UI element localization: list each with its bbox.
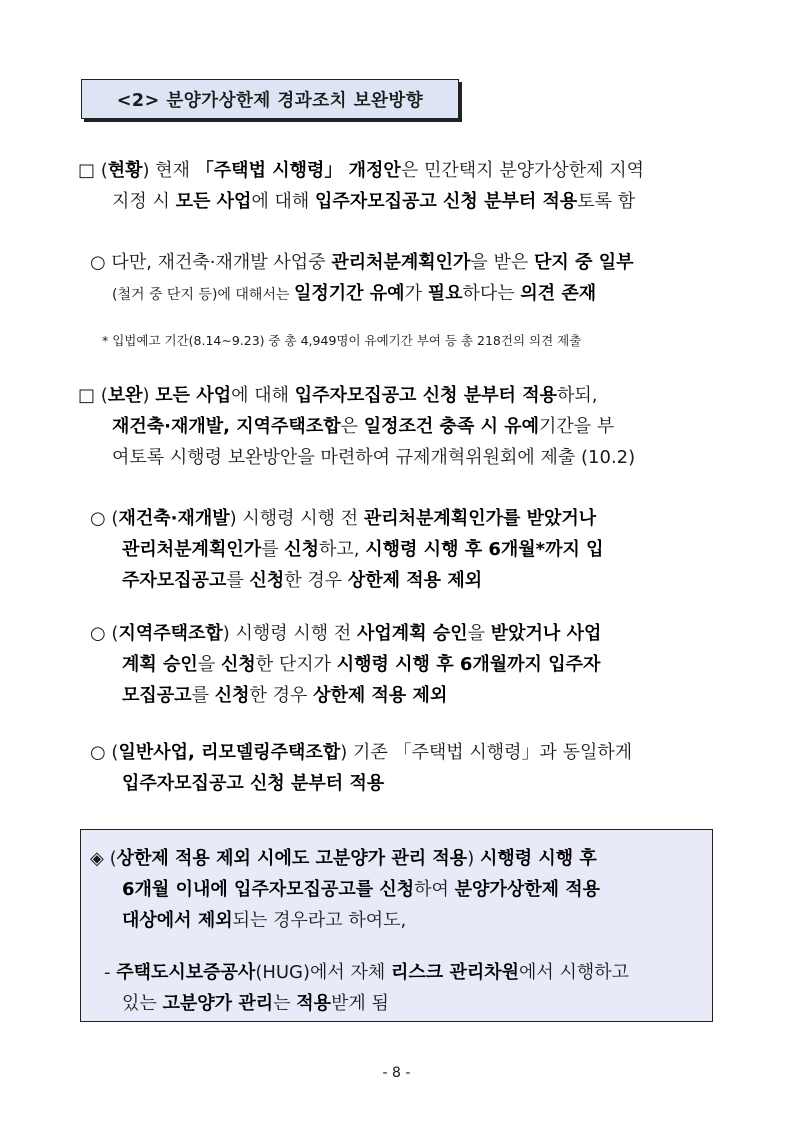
box-line-3: 대상에서 제외되는 경우라고 하여도, — [122, 910, 407, 931]
section-title: <2> 분양가상한제 경과조치 보완방향 — [81, 79, 459, 119]
reconstruction-line-3: 주자모집공고를 신청한 경우 상한제 적용 제외 — [122, 570, 483, 591]
exception-line-1: ○ 다만, 재건축·재개발 사업중 관리처분계획인가을 받은 단지 중 일부 — [90, 252, 634, 273]
footnote-opinion: * 입법예고 기간(8.14∼9.23) 중 총 4,949명이 유예기간 부여 등 총 218건의 의견 제출 — [102, 333, 582, 348]
supplement-line-2: 재건축·재개발, 지역주택조합은 일정조건 충족 시 유예기간을 부 — [112, 416, 615, 437]
supplement-line-1: □ (보완) 모든 사업에 대해 입주자모집공고 신청 분부터 적용하되, — [78, 385, 598, 406]
box-line-2: 6개월 이내에 입주자모집공고를 신청하여 분양가상한제 적용 — [122, 879, 601, 900]
reconstruction-line-2: 관리처분계획인가를 신청하고, 시행령 시행 후 6개월*까지 입 — [122, 539, 604, 560]
general-project-line-2: 입주자모집공고 신청 분부터 적용 — [122, 773, 385, 794]
status-line-2: 지정 시 모든 사업에 대해 입주자모집공고 신청 분부터 적용토록 함 — [112, 191, 636, 212]
supplement-line-3: 여토록 시행령 보완방안을 마련하여 규제개혁위원회에 제출 (10.2) — [112, 447, 636, 468]
exception-line-2: (철거 중 단지 등)에 대해서는 일정기간 유예가 필요하다는 의견 존재 — [112, 283, 597, 304]
reconstruction-line-1: ○ (재건축·재개발) 시행령 시행 전 관리처분계획인가를 받았거나 — [90, 508, 597, 529]
box-line-4: - 주택도시보증공사(HUG)에서 자체 리스크 관리차원에서 시행하고 — [104, 962, 630, 983]
general-project-line-1: ○ (일반사업, 리모델링주택조합) 기존 「주택법 시행령」과 동일하게 — [90, 742, 633, 763]
box-line-5: 있는 고분양가 관리는 적용받게 됨 — [122, 993, 389, 1014]
housing-union-line-3: 모집공고를 신청한 경우 상한제 적용 제외 — [122, 685, 448, 706]
housing-union-line-2: 계획 승인을 신청한 단지가 시행령 시행 후 6개월까지 입주자 — [122, 654, 601, 675]
box-line-1: ◈ (상한제 적용 제외 시에도 고분양가 관리 적용) 시행령 시행 후 — [90, 848, 597, 869]
status-line-1: □ (현황) 현재 「주택법 시행령」 개정안은 민간택지 분양가상한제 지역 — [78, 160, 645, 181]
housing-union-line-1: ○ (지역주택조합) 시행령 시행 전 사업계획 승인을 받았거나 사업 — [90, 623, 602, 644]
page-number: - 8 - — [382, 1065, 411, 1081]
